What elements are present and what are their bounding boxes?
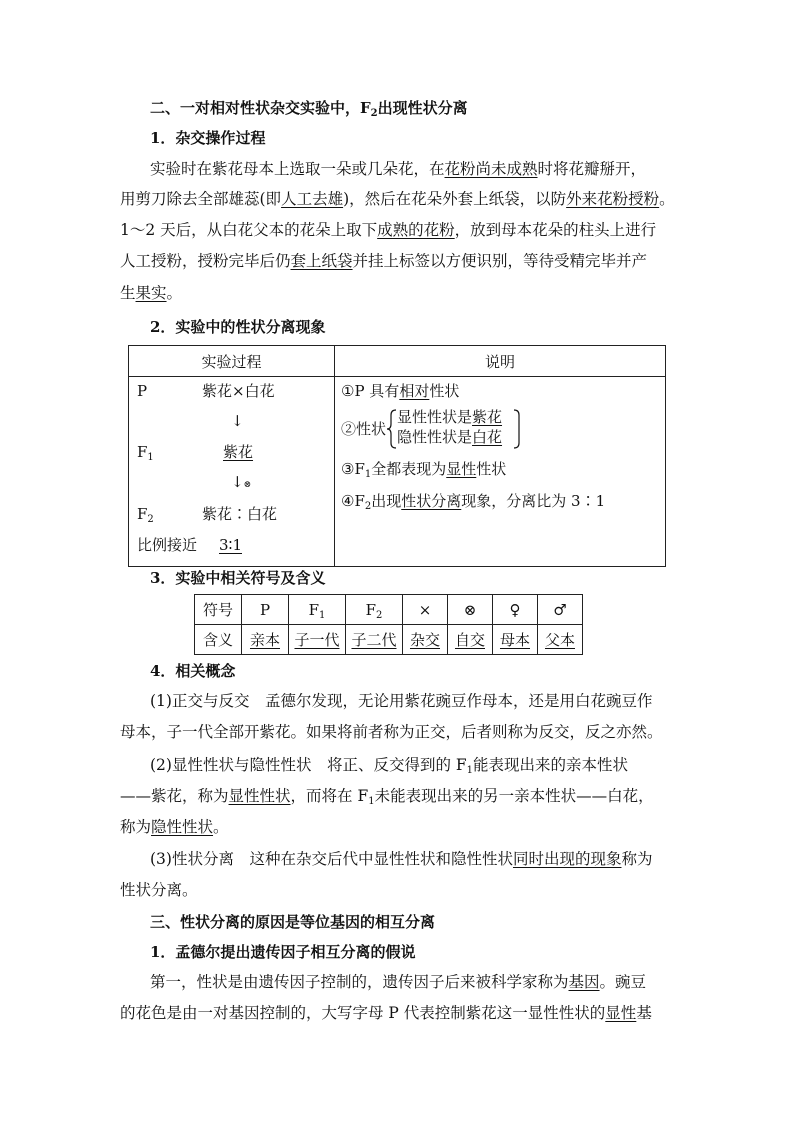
paragraph-line (120, 817, 680, 837)
note-4 (341, 491, 605, 511)
paragraph-line (120, 220, 680, 240)
text: 显性性状是 (397, 408, 473, 426)
key-term: 成熟的花粉 (377, 221, 455, 239)
text: 现象，分离比为 3∶1 (461, 492, 606, 510)
key-term: 花粉尚未成熟 (444, 160, 538, 178)
text: (3)性状分离 这种在杂交后代中显性性状和隐性性状 (150, 850, 513, 868)
subheading-1: 1．杂交操作过程 (150, 129, 266, 147)
paragraph-line (150, 972, 680, 992)
table-header-notes: 说明 (335, 346, 666, 377)
text: F (137, 505, 148, 523)
down-arrow-icon: ↓ (231, 412, 244, 430)
p-label: P (137, 382, 148, 400)
paragraph-line (120, 251, 680, 271)
meaning-cell: 含义 (195, 625, 242, 655)
meaning-cell: 亲本 (242, 625, 289, 655)
text: 用剪刀除去全部雄蕊(即 (120, 190, 282, 208)
paragraph-line (120, 1003, 680, 1023)
f2-label (137, 504, 154, 524)
left-brace-icon (387, 409, 397, 449)
self-cross-icon: ⊗ (243, 480, 252, 490)
text: 。 (659, 190, 675, 208)
text: ，放到母本花朵的柱头上进行 (454, 221, 657, 239)
text: 第一，性状是由遗传因子控制的，遗传因子后来被科学家称为 (150, 973, 569, 991)
paragraph-line (150, 849, 680, 869)
text: 时将花瓣掰开， (537, 160, 647, 178)
text: ①P 具有 (341, 382, 400, 400)
note-2-dominant (397, 408, 502, 427)
meaning-cell: 父本 (538, 625, 583, 655)
text: 性状 (476, 460, 507, 478)
section-heading-3: 三、性状分离的原因是等位基因的相互分离 (150, 913, 436, 931)
note-1 (341, 381, 459, 401)
subheading-section3-1: 1．孟德尔提出遗传因子相互分离的假说 (150, 943, 416, 961)
f2-value: 紫花∶白花 (202, 505, 278, 523)
self-arrow (231, 472, 251, 495)
key-term: 果实 (135, 284, 167, 302)
meaning-cell: 杂交 (403, 625, 448, 655)
table-header-process: 实验过程 (129, 346, 335, 377)
text: 并挂上标签以方便识别，等待受精完毕并产 (352, 252, 648, 270)
key-term: 性状分离 (401, 492, 462, 510)
subscript: 2 (364, 501, 372, 512)
paragraph-line (150, 159, 680, 179)
subscript: 2 (376, 609, 383, 621)
subscript: 2 (147, 514, 154, 525)
note-2-label: ②性状 (341, 420, 387, 438)
key-term: 相对 (399, 382, 430, 400)
meaning-cell: 自交 (448, 625, 493, 655)
text: 未能表现出来的另一亲本性状——白花， (374, 787, 654, 805)
key-term: 隐性性状 (151, 818, 214, 836)
symbol-cell: ♂ (538, 595, 583, 625)
key-term: 白花 (472, 428, 503, 446)
symbol-row (195, 595, 583, 625)
text: )，然后在花朵外套上纸袋，以防 (343, 190, 567, 208)
symbol-cell: ♀ (493, 595, 538, 625)
symbol-cell: $F_2$ (346, 595, 403, 625)
notes-cell (335, 377, 666, 567)
experiment-table (128, 345, 666, 567)
heading-text: 二、一对相对性状杂交实验中，F (150, 99, 371, 117)
ratio-label: 比例接近 (137, 536, 198, 554)
key-term: 基因 (568, 973, 600, 991)
symbol-cell: × (403, 595, 448, 625)
process-cell (129, 377, 335, 567)
down-arrow-icon: ↓ (231, 473, 244, 491)
key-term: 显性 (446, 460, 477, 478)
symbol-cell: P (242, 595, 289, 625)
text: 人工授粉，授粉完毕后仍 (120, 252, 291, 270)
symbol-cell: 符号 (195, 595, 242, 625)
text: 称为 (120, 818, 152, 836)
text: F (137, 443, 148, 461)
key-term: 显性 (605, 1004, 637, 1022)
text: 基 (636, 1004, 652, 1022)
subscript: 1 (466, 765, 474, 776)
text: ③F (341, 460, 365, 478)
text: 的花色是由一对基因控制的，大写字母 P 代表控制紫花这一显性性状的 (120, 1004, 606, 1022)
paragraph-line (120, 786, 680, 806)
text: 能表现出来的亲本性状 (473, 756, 629, 774)
f1-label (137, 442, 154, 462)
meaning-cell: 母本 (493, 625, 538, 655)
paragraph-line (150, 755, 680, 775)
paragraph-line: 母本，子一代全部开紫花。如果将前者称为正交，后者则称为反交，反之亦然。 (120, 723, 663, 741)
text: 生 (120, 284, 136, 302)
text: 出现 (371, 492, 402, 510)
key-term: 套上纸袋 (290, 252, 353, 270)
section-heading-2 (150, 98, 710, 118)
text: 。 (166, 284, 183, 302)
text: ④F (341, 492, 365, 510)
subscript: 1 (319, 609, 326, 621)
note-3 (341, 459, 506, 479)
ratio-value: 3∶1 (219, 536, 242, 554)
heading-text: 出现性状分离 (377, 99, 468, 117)
key-term: 外来花粉授粉 (566, 190, 660, 208)
paragraph-line (120, 283, 680, 303)
f1-value: 紫花 (223, 443, 254, 461)
subheading-3: 3．实验中相关符号及含义 (150, 569, 326, 587)
text: 性状 (429, 382, 460, 400)
text: 。 (213, 818, 229, 836)
subheading-2: 2．实验中的性状分离现象 (150, 318, 326, 336)
paragraph-line (120, 189, 680, 209)
key-term: 紫花 (472, 408, 503, 426)
right-brace-icon (513, 409, 523, 449)
meaning-row (195, 625, 583, 655)
subheading-4: 4．相关概念 (150, 662, 236, 680)
text: ，而将在 F (290, 787, 369, 805)
paragraph-line: 性状分离。 (120, 881, 198, 899)
text: (2)显性性状与隐性性状 将正、反交得到的 F (150, 756, 467, 774)
symbol-cell: ⊗ (448, 595, 493, 625)
key-term: 同时出现的现象 (512, 850, 622, 868)
symbol-cell: $F_1$ (289, 595, 346, 625)
text: 1～2 天后，从白花父本的花朵上取下 (120, 221, 378, 239)
text: 实验时在紫花母本上选取一朵或几朵花，在 (150, 160, 445, 178)
meaning-cell: 子二代 (346, 625, 403, 655)
subscript: 1 (147, 452, 154, 463)
subscript: 1 (368, 796, 375, 807)
paragraph-line: (1)正交与反交 孟德尔发现，无论用紫花豌豆作母本，还是用白花豌豆作 (150, 692, 653, 710)
text: 隐性性状是 (397, 428, 473, 446)
text: 全都表现为 (371, 460, 447, 478)
text: ——紫花，称为 (120, 787, 229, 805)
p-cross: 紫花×白花 (202, 382, 275, 400)
subscript: 1 (364, 469, 372, 480)
key-term: 显性性状 (228, 787, 291, 805)
key-term: 人工去雄 (281, 190, 344, 208)
text: 。豌豆 (599, 973, 647, 991)
symbol-table (194, 594, 583, 655)
subscript: 2 (370, 108, 378, 119)
note-2-recessive (397, 428, 502, 447)
text: 称为 (621, 850, 653, 868)
meaning-cell: 子一代 (289, 625, 346, 655)
